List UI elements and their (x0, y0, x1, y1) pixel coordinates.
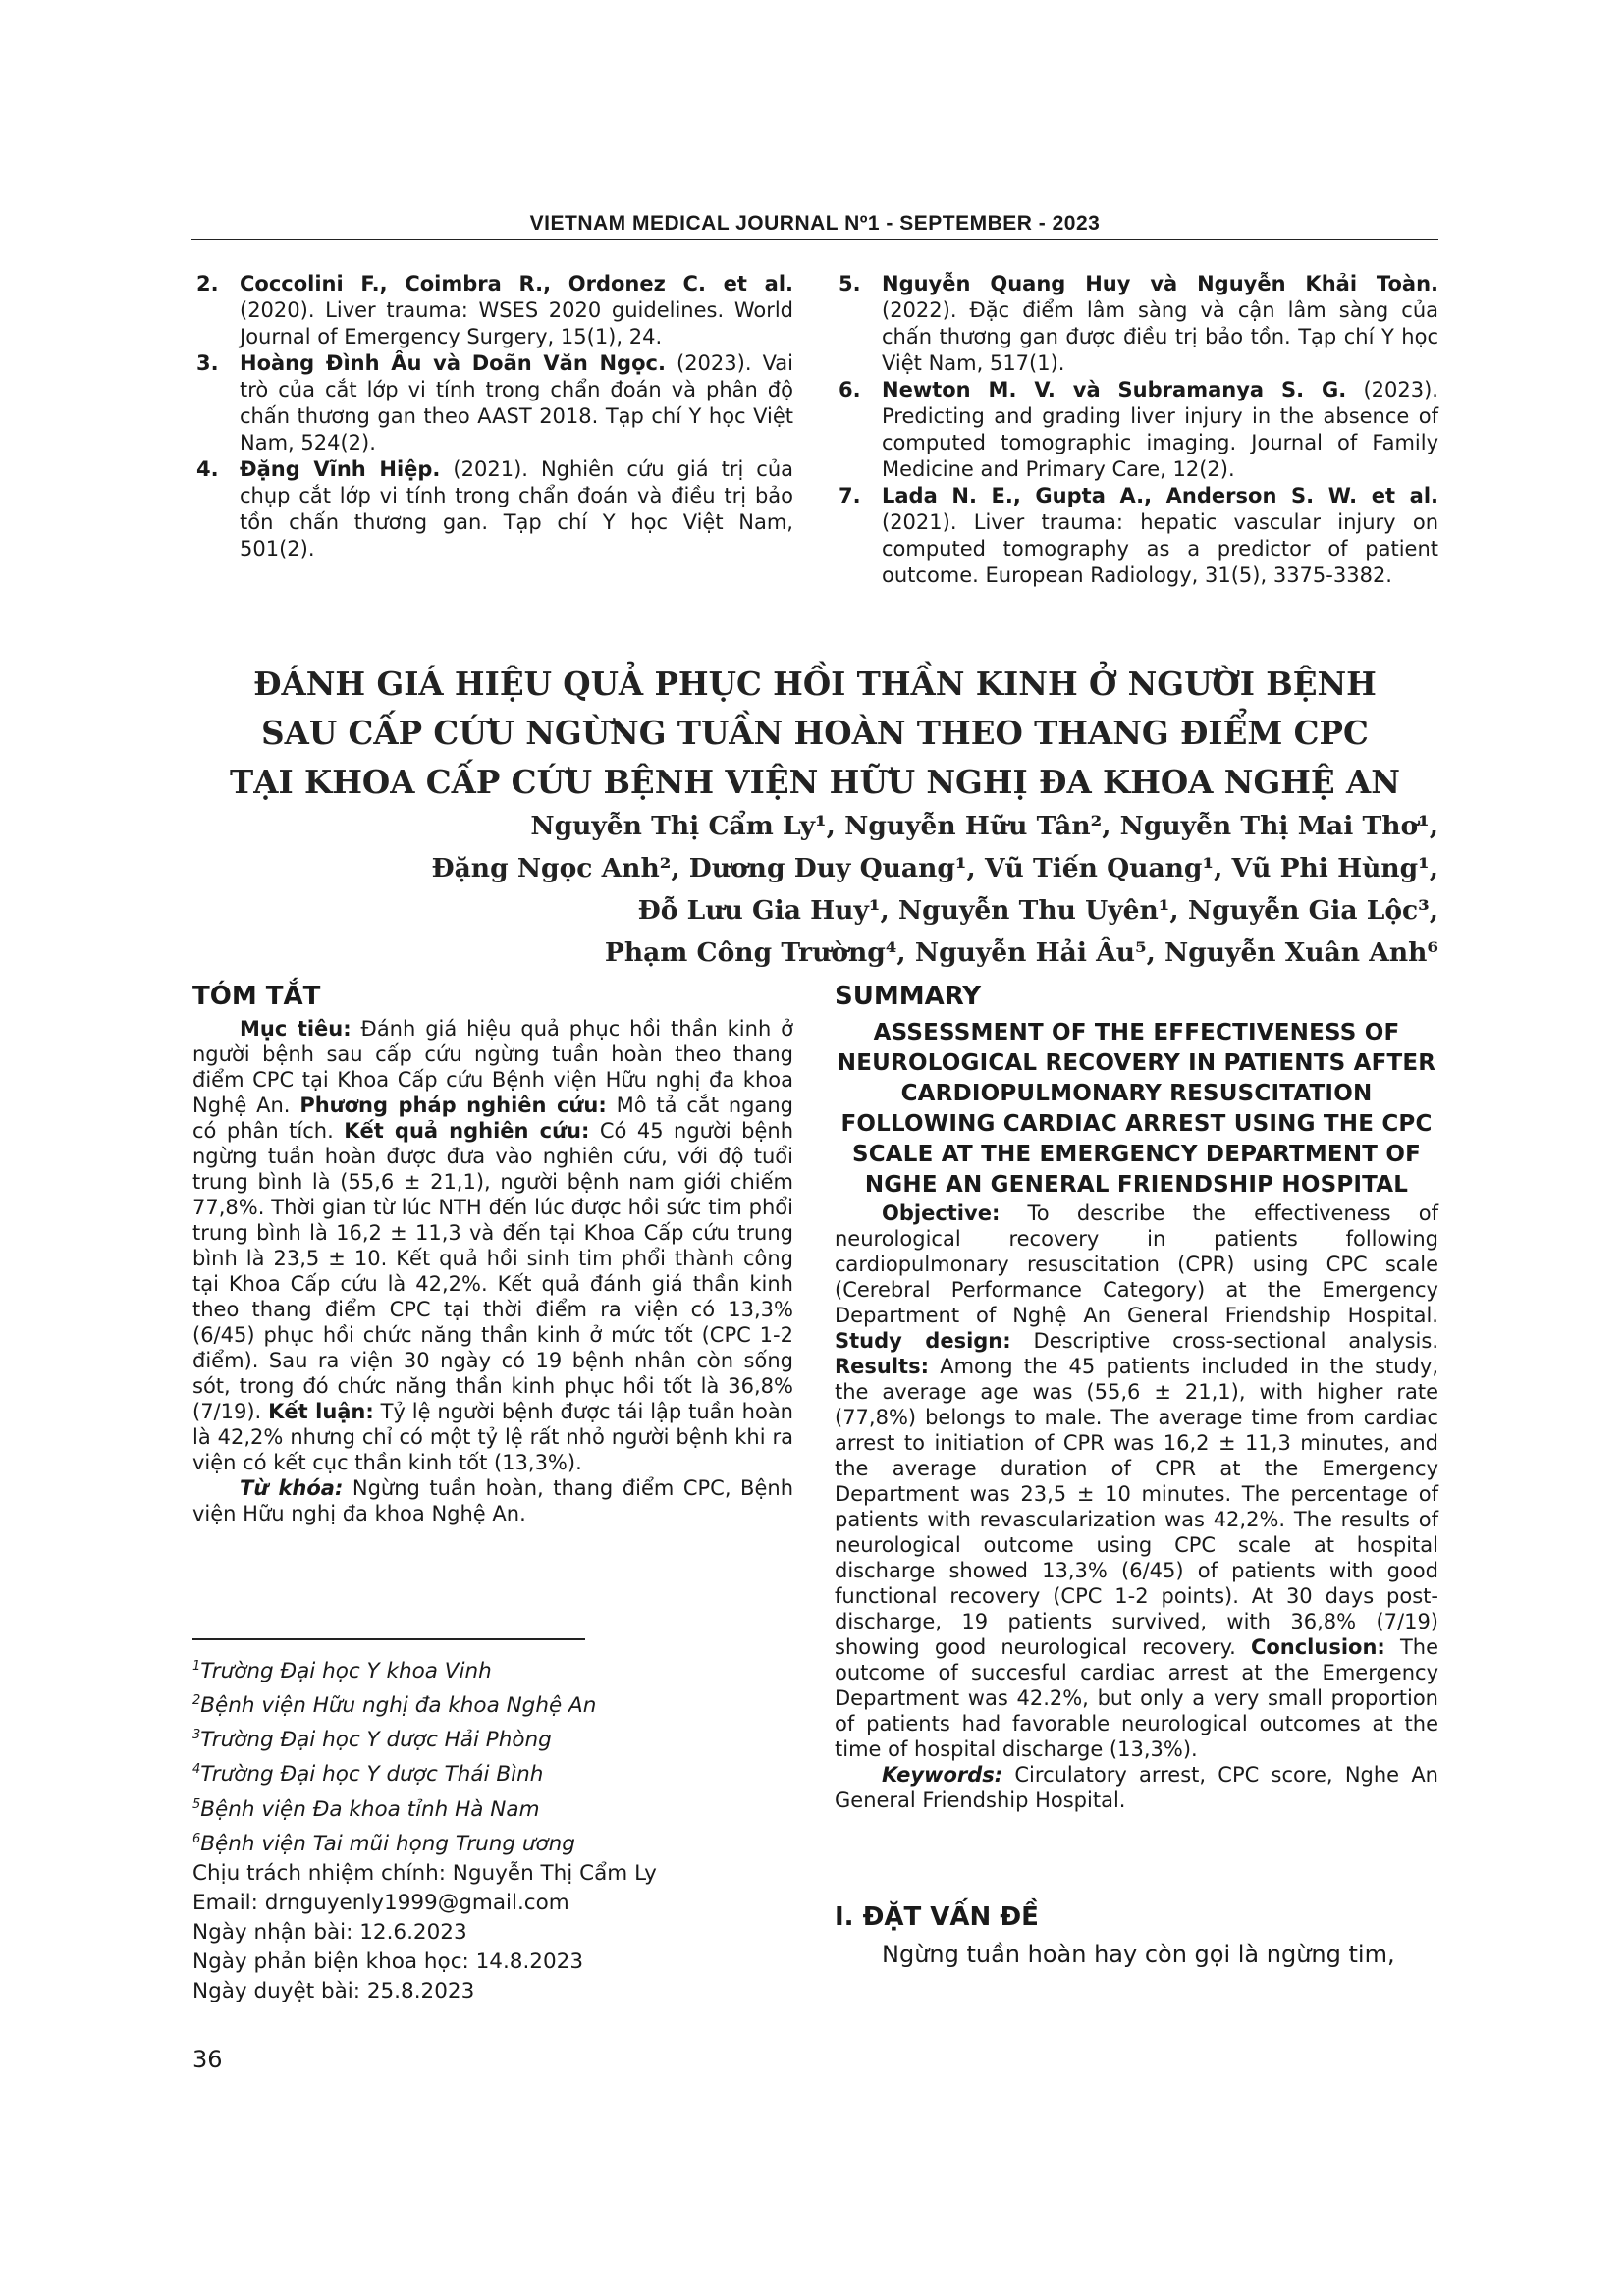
objective-label: Objective: (882, 1201, 1001, 1225)
affiliation-text: Bệnh viện Tai mũi họng Trung ương (200, 1831, 575, 1856)
conclusion-text: Tỷ lệ người bệnh được tái lập tuần hoàn là 42,2% nhưng chỉ có một tỷ lệ rất nhỏ người bệnh khi ra viện có kết cục thần kinh tốt (13,3%). (192, 1400, 793, 1474)
reference-citation: (2023). Vai trò của cắt lớp vi tính trong chẩn đoán và phân độ chấn thương gan theo AAST 2018. Tạp chí Y học Việt Nam, 524(2). (240, 351, 794, 454)
reference-number: 5. (839, 272, 861, 295)
reference-citation: (2022). Đặc điểm lâm sàng và cận lâm sàng của chấn thương gan được điều trị bảo tồn. Tạp chí Y học Việt Nam, 517(1). (882, 298, 1438, 375)
reference-item (192, 350, 793, 456)
affiliation (192, 1686, 793, 1721)
reference-number: 7. (839, 484, 861, 507)
review-date: Ngày phản biện khoa học: 14.8.2023 (192, 1949, 584, 1974)
keywords-vi (192, 1475, 793, 1526)
reference-citation: (2021). Nghiên cứu giá trị của chụp cắt lớp vi tính trong chẩn đoán và điều trị bảo tồn chấn thương gan. Tạp chí Y học Việt Nam, 501(2). (240, 457, 794, 561)
keywords-en (835, 1762, 1438, 1813)
abstract-vi-body (192, 1016, 793, 1475)
reference-citation: (2023). Predicting and grading liver injury in the absence of computed tomographic imaging. Journal of Family Medicine and Primary Care, 12(2). (882, 378, 1438, 481)
reference-item (835, 377, 1438, 483)
affiliation (192, 1790, 793, 1825)
affiliation-text: Trường Đại học Y khoa Vinh (200, 1659, 492, 1684)
article-title (191, 660, 1438, 807)
title-line: TẠI KHOA CẤP CỨU BỆNH VIỆN HỮU NGHỊ ĐA KHOA NGHỆ AN (230, 763, 1400, 801)
header-rule (191, 239, 1438, 240)
reference-number: 3. (196, 351, 219, 375)
results-label: Kết quả nghiên cứu: (344, 1119, 590, 1143)
abstract-en (835, 1018, 1438, 1813)
results-label: Results: (835, 1355, 929, 1378)
author-list (191, 805, 1438, 974)
affiliation (192, 1825, 793, 1859)
methods-label: Phương pháp nghiên cứu: (299, 1094, 607, 1117)
conclusion-label: Conclusion: (1250, 1635, 1385, 1659)
reference-number: 2. (196, 272, 219, 295)
abstract-en-heading: SUMMARY (835, 982, 982, 1011)
abstract-en-title: ASSESSMENT OF THE EFFECTIVENESS OF NEUROLOGICAL RECOVERY IN PATIENTS AFTER CARDIOPULMONARY RESUSCITATION FOLLOWING CARDIAC ARREST USING THE CPC SCALE AT THE EMERGENCY DEPARTMENT OF NGHE AN GENERAL FRIENDSHIP HOSPITAL (837, 1020, 1436, 1198)
reference-number: 6. (839, 378, 861, 401)
abstract-vi (192, 1016, 793, 1526)
affiliation (192, 1721, 793, 1755)
reference-number: 4. (196, 457, 219, 481)
affiliation-number: 1 (192, 1659, 201, 1674)
results-text: Among the 45 patients included in the study, the average age was (55,6 ± 21,1), with higher rate (77,8%) belongs to male. The average time from cardiac arrest to initiation of CPR was 16,2 ± 11,3 minutes, and the average duration of CPR at the Emergency Department was 23,5 ± 10 minutes. The percentage of patients with revascularization was 42,2%. The results of neurological outcome using CPC scale at hospital discharge showed 13,3% (6/45) of patients with good functional recovery (CPC 1-2 points). At 30 days post-discharge, 19 patients survived, with 36,8% (7/19) showing good neurological recovery. (835, 1355, 1438, 1659)
reference-item (192, 271, 793, 350)
reference-authors: Newton M. V. và Subramanya S. G. (882, 378, 1347, 401)
accepted-date: Ngày duyệt bài: 25.8.2023 (192, 1978, 475, 2003)
email: Email: drnguyenly1999@gmail.com (192, 1890, 569, 1915)
page-number: 36 (192, 2046, 223, 2073)
design-label: Study design: (835, 1329, 1011, 1353)
affiliation-number: 2 (192, 1693, 201, 1709)
footnotes (192, 1652, 793, 2006)
abstract-en-body (835, 1201, 1438, 1762)
conclusion-label: Kết luận: (268, 1400, 374, 1423)
reference-citation: (2021). Liver trauma: hepatic vascular injury on computed tomography as a predictor of patient outcome. European Radiology, 31(5), 3375-3382. (882, 510, 1438, 587)
introduction-text: Ngừng tuần hoàn hay còn gọi là ngừng tim, (882, 1941, 1395, 1968)
reference-authors: Đặng Vĩnh Hiệp. (240, 457, 441, 481)
objective-text: Đánh giá hiệu quả phục hồi thần kinh ở người bệnh sau cấp cứu ngừng tuần hoàn theo thang điểm CPC tại Khoa Cấp cứu Bệnh viện Hữu nghị đa khoa Nghệ An. (192, 1017, 793, 1117)
references-left (192, 271, 793, 562)
author-line: Phạm Công Trường⁴, Nguyễn Hải Âu⁵, Nguyễn Xuân Anh⁶ (604, 937, 1438, 968)
title-line: ĐÁNH GIÁ HIỆU QUẢ PHỤC HỒI THẦN KINH Ở NGƯỜI BỆNH (253, 665, 1377, 703)
affiliation-text: Bệnh viện Hữu nghị đa khoa Nghệ An (200, 1693, 597, 1719)
reference-authors: Lada N. E., Gupta A., Anderson S. W. et al. (882, 484, 1438, 507)
reference-item (835, 483, 1438, 589)
keywords-label: Keywords: (882, 1763, 1003, 1787)
author-line: Nguyễn Thị Cẩm Ly¹, Nguyễn Hữu Tân², Nguyễn Thị Mai Thơ¹, (530, 811, 1438, 841)
affiliation-text: Trường Đại học Y dược Hải Phòng (200, 1728, 552, 1753)
affiliation-number: 5 (192, 1796, 201, 1812)
affiliation-text: Bệnh viện Đa khoa tỉnh Hà Nam (200, 1796, 540, 1822)
keywords-label: Từ khóa: (240, 1476, 344, 1500)
running-header: VIETNAM MEDICAL JOURNAL Nº1 - SEPTEMBER - 2023 (529, 212, 1101, 235)
objective-text: To describe the effectiveness of neurological recovery in patients following cardiopulmonary resuscitation (CPR) using CPC scale (Cerebral Performance Category) at the Emergency Department of Nghệ An General Friendship Hospital. (835, 1201, 1438, 1327)
abstract-vi-heading: TÓM TẮT (192, 982, 321, 1011)
author-line: Đỗ Lưu Gia Huy¹, Nguyễn Thu Uyên¹, Nguyễn Gia Lộc³, (637, 895, 1438, 926)
affiliation-number: 4 (192, 1762, 201, 1778)
affiliation-number: 3 (192, 1728, 201, 1743)
reference-authors: Coccolini F., Coimbra R., Ordonez C. et al. (240, 272, 793, 295)
title-line: SAU CẤP CỨU NGỪNG TUẦN HOÀN THEO THANG ĐIỂM CPC (261, 714, 1369, 752)
keywords-text: Circulatory arrest, CPC score, Nghe An General Friendship Hospital. (835, 1763, 1438, 1812)
author-line: Đặng Ngọc Anh², Dương Duy Quang¹, Vũ Tiến Quang¹, Vũ Phi Hùng¹, (431, 853, 1438, 883)
section-heading-introduction: I. ĐẶT VẤN ĐỀ (835, 1902, 1039, 1932)
objective-label: Mục tiêu: (240, 1017, 352, 1041)
received-date: Ngày nhận bài: 12.6.2023 (192, 1919, 467, 1945)
results-text: Có 45 người bệnh ngừng tuần hoàn được đưa vào nghiên cứu, với độ tuổi trung bình là (55,6 ± 21,1), người bệnh nam giới chiếm 77,8%. Thời gian từ lúc NTH đến lúc được hồi sức tim phổi trung bình là 16,2 ± 11,3 và đến tại Khoa Cấp cứu trung bình là 23,5 ± 10. Kết quả hồi sinh tim phổi thành công tại Khoa Cấp cứu là 42,2%. Kết quả đánh giá thần kinh theo thang điểm CPC tại thời điểm ra viện có 13,3% (6/45) phục hồi chức năng thần kinh ở mức tốt (CPC 1-2 điểm). Sau ra viện 30 ngày có 19 bệnh nhân còn sống sót, trong đó chức năng thần kinh phục hồi tốt là 36,8% (7/19). (192, 1119, 794, 1423)
methods-text: Mô tả cắt ngang có phân tích. (192, 1094, 793, 1143)
keywords-text: Ngừng tuần hoàn, thang điểm CPC, Bệnh viện Hữu nghị đa khoa Nghệ An. (192, 1476, 793, 1525)
conclusion-text: The outcome of succesful cardiac arrest at the Emergency Department was 42.2%, but only a very small proportion of patients had favorable neurological outcomes at the time of hospital discharge (13,3%). (835, 1635, 1439, 1761)
reference-authors: Hoàng Đình Âu và Doãn Văn Ngọc. (240, 351, 666, 375)
affiliation (192, 1652, 793, 1686)
design-text: Descriptive cross-sectional analysis. (1010, 1329, 1438, 1353)
footnote-rule (192, 1638, 585, 1640)
corresponding-author: Chịu trách nhiệm chính: Nguyễn Thị Cẩm Ly (192, 1860, 657, 1886)
reference-item (192, 456, 793, 562)
references-right (835, 271, 1438, 589)
reference-item (835, 271, 1438, 377)
reference-authors: Nguyễn Quang Huy và Nguyễn Khải Toàn. (882, 272, 1438, 295)
reference-citation: (2020). Liver trauma: WSES 2020 guidelines. World Journal of Emergency Surgery, 15(1), 24. (240, 298, 793, 348)
affiliation (192, 1755, 793, 1789)
affiliation-number: 6 (192, 1831, 201, 1846)
affiliation-text: Trường Đại học Y dược Thái Bình (200, 1762, 544, 1788)
